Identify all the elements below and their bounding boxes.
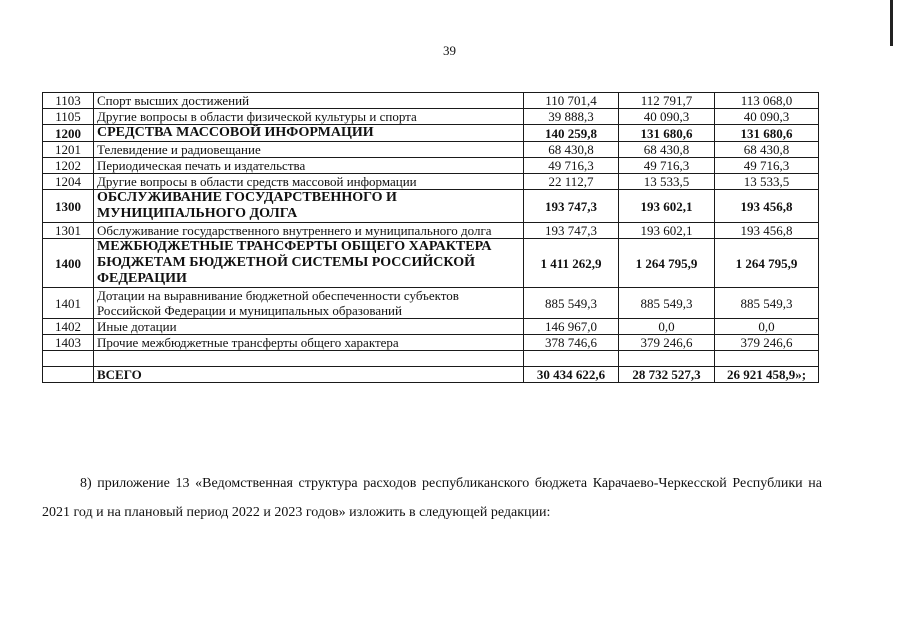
row-value-2022: 379 246,6 (619, 335, 715, 351)
amendment-paragraph (42, 469, 822, 527)
row-value-2021: 49 716,3 (524, 158, 619, 174)
row-code: 1402 (43, 319, 94, 335)
row-name: СРЕДСТВА МАССОВОЙ ИНФОРМАЦИИ (94, 125, 524, 142)
budget-table (42, 92, 819, 383)
table-row-blank (43, 351, 819, 367)
row-value-2023: 379 246,6 (715, 335, 819, 351)
row-name: Прочие межбюджетные трансферты общего характера (94, 335, 524, 351)
row-value-2021: 110 701,4 (524, 93, 619, 109)
row-code: 1300 (43, 190, 94, 223)
table-row-total (43, 367, 819, 383)
row-code: 1301 (43, 223, 94, 239)
total-value-2023: 26 921 458,9»; (715, 367, 819, 383)
row-value-2023: 885 549,3 (715, 288, 819, 319)
table-row (43, 125, 819, 142)
row-value-2023: 113 068,0 (715, 93, 819, 109)
row-value-2021: 22 112,7 (524, 174, 619, 190)
row-code: 1103 (43, 93, 94, 109)
table-row (43, 109, 819, 125)
row-name: Другие вопросы в области средств массовой информации (94, 174, 524, 190)
total-label: ВСЕГО (94, 367, 524, 383)
table-row (43, 223, 819, 239)
table-row (43, 288, 819, 319)
amendment-text: 8) приложение 13 «Ведомственная структура расходов республиканского бюджета Карачаево-Черкесской Республики на 2021 год и на плановый период 2022 и 2023 годов» изложить в следующей редакции: (42, 476, 822, 520)
table-row (43, 190, 819, 223)
row-value-2022: 0,0 (619, 319, 715, 335)
page-number: 39 (443, 43, 456, 58)
row-value-2021: 39 888,3 (524, 109, 619, 125)
row-value-2022: 49 716,3 (619, 158, 715, 174)
row-name: Периодическая печать и издательства (94, 158, 524, 174)
table-row (43, 142, 819, 158)
row-value-2023: 131 680,6 (715, 125, 819, 142)
row-value-2022: 193 602,1 (619, 190, 715, 223)
row-value-2022: 68 430,8 (619, 142, 715, 158)
row-value-2021: 1 411 262,9 (524, 239, 619, 288)
row-name: Телевидение и радиовещание (94, 142, 524, 158)
row-value-2022: 112 791,7 (619, 93, 715, 109)
row-code: 1200 (43, 125, 94, 142)
table-cell (94, 351, 524, 367)
row-name: Спорт высших достижений (94, 93, 524, 109)
row-value-2022: 1 264 795,9 (619, 239, 715, 288)
row-value-2022: 193 602,1 (619, 223, 715, 239)
row-name: Обслуживание государственного внутреннего и муниципального долга (94, 223, 524, 239)
row-value-2023: 13 533,5 (715, 174, 819, 190)
table-cell (524, 351, 619, 367)
row-value-2023: 49 716,3 (715, 158, 819, 174)
table-row (43, 319, 819, 335)
row-code: 1201 (43, 142, 94, 158)
table-cell (43, 351, 94, 367)
scan-edge-mark (890, 0, 893, 46)
row-value-2021: 378 746,6 (524, 335, 619, 351)
total-value-2022: 28 732 527,3 (619, 367, 715, 383)
row-code: 1105 (43, 109, 94, 125)
table-row (43, 174, 819, 190)
table-cell (619, 351, 715, 367)
table-row (43, 239, 819, 288)
table-row (43, 335, 819, 351)
table-row (43, 158, 819, 174)
row-code: 1202 (43, 158, 94, 174)
row-name: ОБСЛУЖИВАНИЕ ГОСУДАРСТВЕННОГО И МУНИЦИПАЛЬНОГО ДОЛГА (94, 190, 524, 223)
row-value-2021: 193 747,3 (524, 223, 619, 239)
row-name: Другие вопросы в области физической культуры и спорта (94, 109, 524, 125)
row-value-2022: 13 533,5 (619, 174, 715, 190)
total-value-2021: 30 434 622,6 (524, 367, 619, 383)
row-name: Иные дотации (94, 319, 524, 335)
row-code: 1204 (43, 174, 94, 190)
row-value-2023: 193 456,8 (715, 223, 819, 239)
row-name: Дотации на выравнивание бюджетной обеспеченности субъектов Российской Федерации и муниципальных образований (94, 288, 524, 319)
row-value-2022: 40 090,3 (619, 109, 715, 125)
row-value-2022: 885 549,3 (619, 288, 715, 319)
row-value-2023: 40 090,3 (715, 109, 819, 125)
row-value-2023: 193 456,8 (715, 190, 819, 223)
row-value-2021: 140 259,8 (524, 125, 619, 142)
table-row (43, 93, 819, 109)
total-code-cell (43, 367, 94, 383)
row-value-2021: 193 747,3 (524, 190, 619, 223)
budget-table-body (43, 93, 819, 383)
row-value-2021: 146 967,0 (524, 319, 619, 335)
row-value-2023: 0,0 (715, 319, 819, 335)
row-value-2023: 1 264 795,9 (715, 239, 819, 288)
row-value-2023: 68 430,8 (715, 142, 819, 158)
table-cell (715, 351, 819, 367)
row-code: 1401 (43, 288, 94, 319)
row-value-2021: 68 430,8 (524, 142, 619, 158)
row-name: МЕЖБЮДЖЕТНЫЕ ТРАНСФЕРТЫ ОБЩЕГО ХАРАКТЕРА БЮДЖЕТАМ БЮДЖЕТНОЙ СИСТЕМЫ РОССИЙСКОЙ ФЕДЕРАЦИИ (94, 239, 524, 288)
row-code: 1403 (43, 335, 94, 351)
row-code: 1400 (43, 239, 94, 288)
row-value-2022: 131 680,6 (619, 125, 715, 142)
row-value-2021: 885 549,3 (524, 288, 619, 319)
